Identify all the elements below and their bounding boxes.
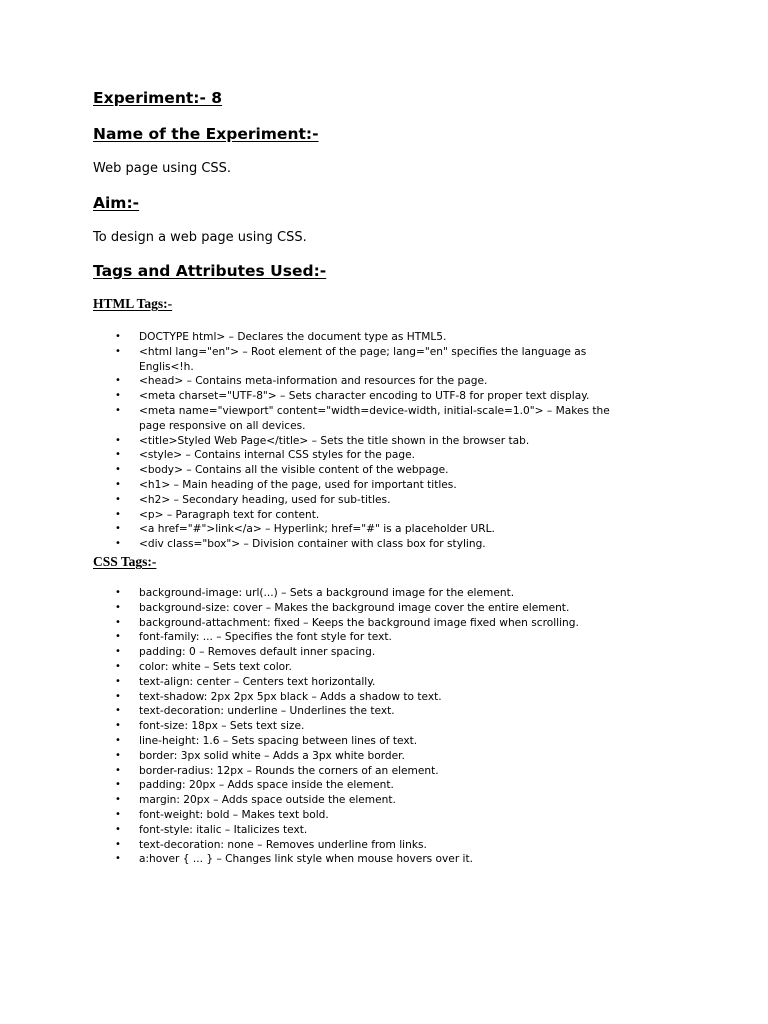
- list-item-text: <html lang="en"> – Root element of the page; lang="en" specifies the language as Englis<!h.: [139, 345, 587, 373]
- list-item: [0, 586, 639, 601]
- css-tags-heading: CSS Tags:-: [93, 554, 157, 569]
- list-item-text: border-radius: 12px – Rounds the corners of an element.: [139, 764, 439, 777]
- bullet-icon: •: [115, 646, 121, 658]
- list-item: [0, 448, 639, 463]
- bullet-icon: •: [115, 345, 121, 357]
- list-item: [0, 749, 639, 764]
- aim-text: To design a web page using CSS.: [93, 230, 307, 245]
- list-item: [0, 345, 639, 375]
- experiment-heading: Experiment:- 8: [93, 89, 223, 107]
- bullet-icon: •: [115, 493, 121, 505]
- bullet-icon: •: [115, 779, 121, 791]
- bullet-icon: •: [115, 404, 121, 416]
- bullet-icon: •: [115, 631, 121, 643]
- bullet-icon: •: [115, 508, 121, 520]
- list-item: [0, 808, 639, 823]
- list-item: [0, 852, 639, 867]
- list-item-text: a:hover { ... } – Changes link style when mouse hovers over it.: [139, 853, 474, 866]
- list-item: [0, 645, 639, 660]
- list-item: [0, 764, 639, 779]
- list-item: [0, 508, 639, 523]
- bullet-icon: •: [115, 675, 121, 687]
- html-tags-list: [0, 330, 768, 552]
- list-item: [0, 838, 639, 853]
- list-item-text: <h2> – Secondary heading, used for sub-titles.: [139, 493, 391, 506]
- bullet-icon: •: [115, 838, 121, 850]
- list-item: [0, 660, 639, 675]
- list-item: [0, 463, 639, 478]
- list-item: [0, 704, 639, 719]
- bullet-icon: •: [115, 764, 121, 776]
- bullet-icon: •: [115, 449, 121, 461]
- bullet-icon: •: [115, 749, 121, 761]
- list-item-text: font-weight: bold – Makes text bold.: [139, 808, 329, 821]
- bullet-icon: •: [115, 705, 121, 717]
- list-item-text: <body> – Contains all the visible content of the webpage.: [139, 464, 449, 477]
- bullet-icon: •: [115, 823, 121, 835]
- bullet-icon: •: [115, 523, 121, 535]
- list-item-text: padding: 20px – Adds space inside the element.: [139, 779, 394, 792]
- bullet-icon: •: [115, 734, 121, 746]
- list-item-text: <meta name="viewport" content="width=device-width, initial-scale=1.0"> – Makes the page responsive on all devices.: [139, 404, 610, 432]
- list-item: [0, 389, 639, 404]
- bullet-icon: •: [115, 587, 121, 598]
- list-item-text: <style> – Contains internal CSS styles for the page.: [139, 449, 416, 462]
- bullet-icon: •: [115, 808, 121, 820]
- list-item-text: font-family: ... – Specifies the font style for text.: [139, 631, 392, 644]
- list-item: [0, 675, 639, 690]
- list-item-text: font-style: italic – Italicizes text.: [139, 823, 308, 836]
- list-item-text: <a href="#">link</a> – Hyperlink; href="#" is a placeholder URL.: [139, 523, 495, 536]
- css-tags-list: [0, 586, 768, 867]
- list-item: [0, 522, 639, 537]
- list-item-text: font-size: 18px – Sets text size.: [139, 720, 305, 733]
- bullet-icon: •: [115, 390, 121, 402]
- list-item: [0, 630, 639, 645]
- list-item: [0, 734, 639, 749]
- html-tags-heading: HTML Tags:-: [93, 296, 173, 311]
- bullet-icon: •: [115, 794, 121, 806]
- bullet-icon: •: [115, 616, 121, 628]
- bullet-icon: •: [115, 434, 121, 446]
- bullet-icon: •: [115, 690, 121, 702]
- list-item: [0, 778, 639, 793]
- list-item-text: background-size: cover – Makes the background image cover the entire element.: [139, 601, 570, 614]
- list-item: [0, 793, 639, 808]
- list-item-text: line-height: 1.6 – Sets spacing between lines of text.: [139, 734, 418, 747]
- list-item-text: <title>Styled Web Page</title> – Sets the title shown in the browser tab.: [139, 434, 530, 447]
- bullet-icon: •: [115, 720, 121, 732]
- list-item-text: text-shadow: 2px 2px 5px black – Adds a shadow to text.: [139, 690, 442, 703]
- list-item-text: <h1> – Main heading of the page, used for important titles.: [139, 478, 457, 491]
- list-item-text: <div class="box"> – Division container with class box for styling.: [139, 538, 486, 551]
- list-item-text: margin: 20px – Adds space outside the element.: [139, 794, 396, 807]
- list-item: [0, 374, 639, 389]
- list-item-text: text-decoration: underline – Underlines the text.: [139, 705, 395, 718]
- tags-attributes-heading: Tags and Attributes Used:-: [93, 262, 327, 280]
- bullet-icon: •: [115, 478, 121, 490]
- list-item-text: DOCTYPE html> – Declares the document type as HTML5.: [139, 331, 447, 343]
- bullet-icon: •: [115, 464, 121, 476]
- bullet-icon: •: [115, 375, 121, 387]
- list-item: [0, 719, 639, 734]
- list-item-text: text-align: center – Centers text horizontally.: [139, 675, 376, 688]
- list-item-text: padding: 0 – Removes default inner spacing.: [139, 646, 376, 659]
- experiment-name-heading: Name of the Experiment:-: [93, 125, 319, 143]
- list-item: [0, 493, 639, 508]
- bullet-icon: •: [115, 660, 121, 672]
- list-item-text: text-decoration: none – Removes underline from links.: [139, 838, 427, 851]
- list-item-text: <meta charset="UTF-8"> – Sets character encoding to UTF-8 for proper text display.: [139, 390, 590, 403]
- list-item: [0, 616, 639, 631]
- experiment-name-text: Web page using CSS.: [93, 161, 232, 176]
- list-item: [0, 601, 639, 616]
- list-item: [0, 537, 639, 552]
- bullet-icon: •: [115, 331, 121, 342]
- list-item-text: <head> – Contains meta-information and resources for the page.: [139, 375, 488, 388]
- list-item: [0, 330, 639, 345]
- bullet-icon: •: [115, 601, 121, 613]
- list-item-text: <p> – Paragraph text for content.: [139, 508, 320, 521]
- list-item: [0, 404, 639, 434]
- list-item: [0, 434, 639, 449]
- aim-heading: Aim:-: [93, 194, 140, 212]
- bullet-icon: •: [115, 538, 121, 550]
- list-item: [0, 690, 639, 705]
- list-item-text: background-attachment: fixed – Keeps the background image fixed when scrolling.: [139, 616, 579, 629]
- list-item: [0, 478, 639, 493]
- bullet-icon: •: [115, 853, 121, 865]
- list-item-text: background-image: url(...) – Sets a background image for the element.: [139, 587, 515, 599]
- list-item: [0, 823, 639, 838]
- list-item-text: border: 3px solid white – Adds a 3px white border.: [139, 749, 405, 762]
- list-item-text: color: white – Sets text color.: [139, 660, 292, 673]
